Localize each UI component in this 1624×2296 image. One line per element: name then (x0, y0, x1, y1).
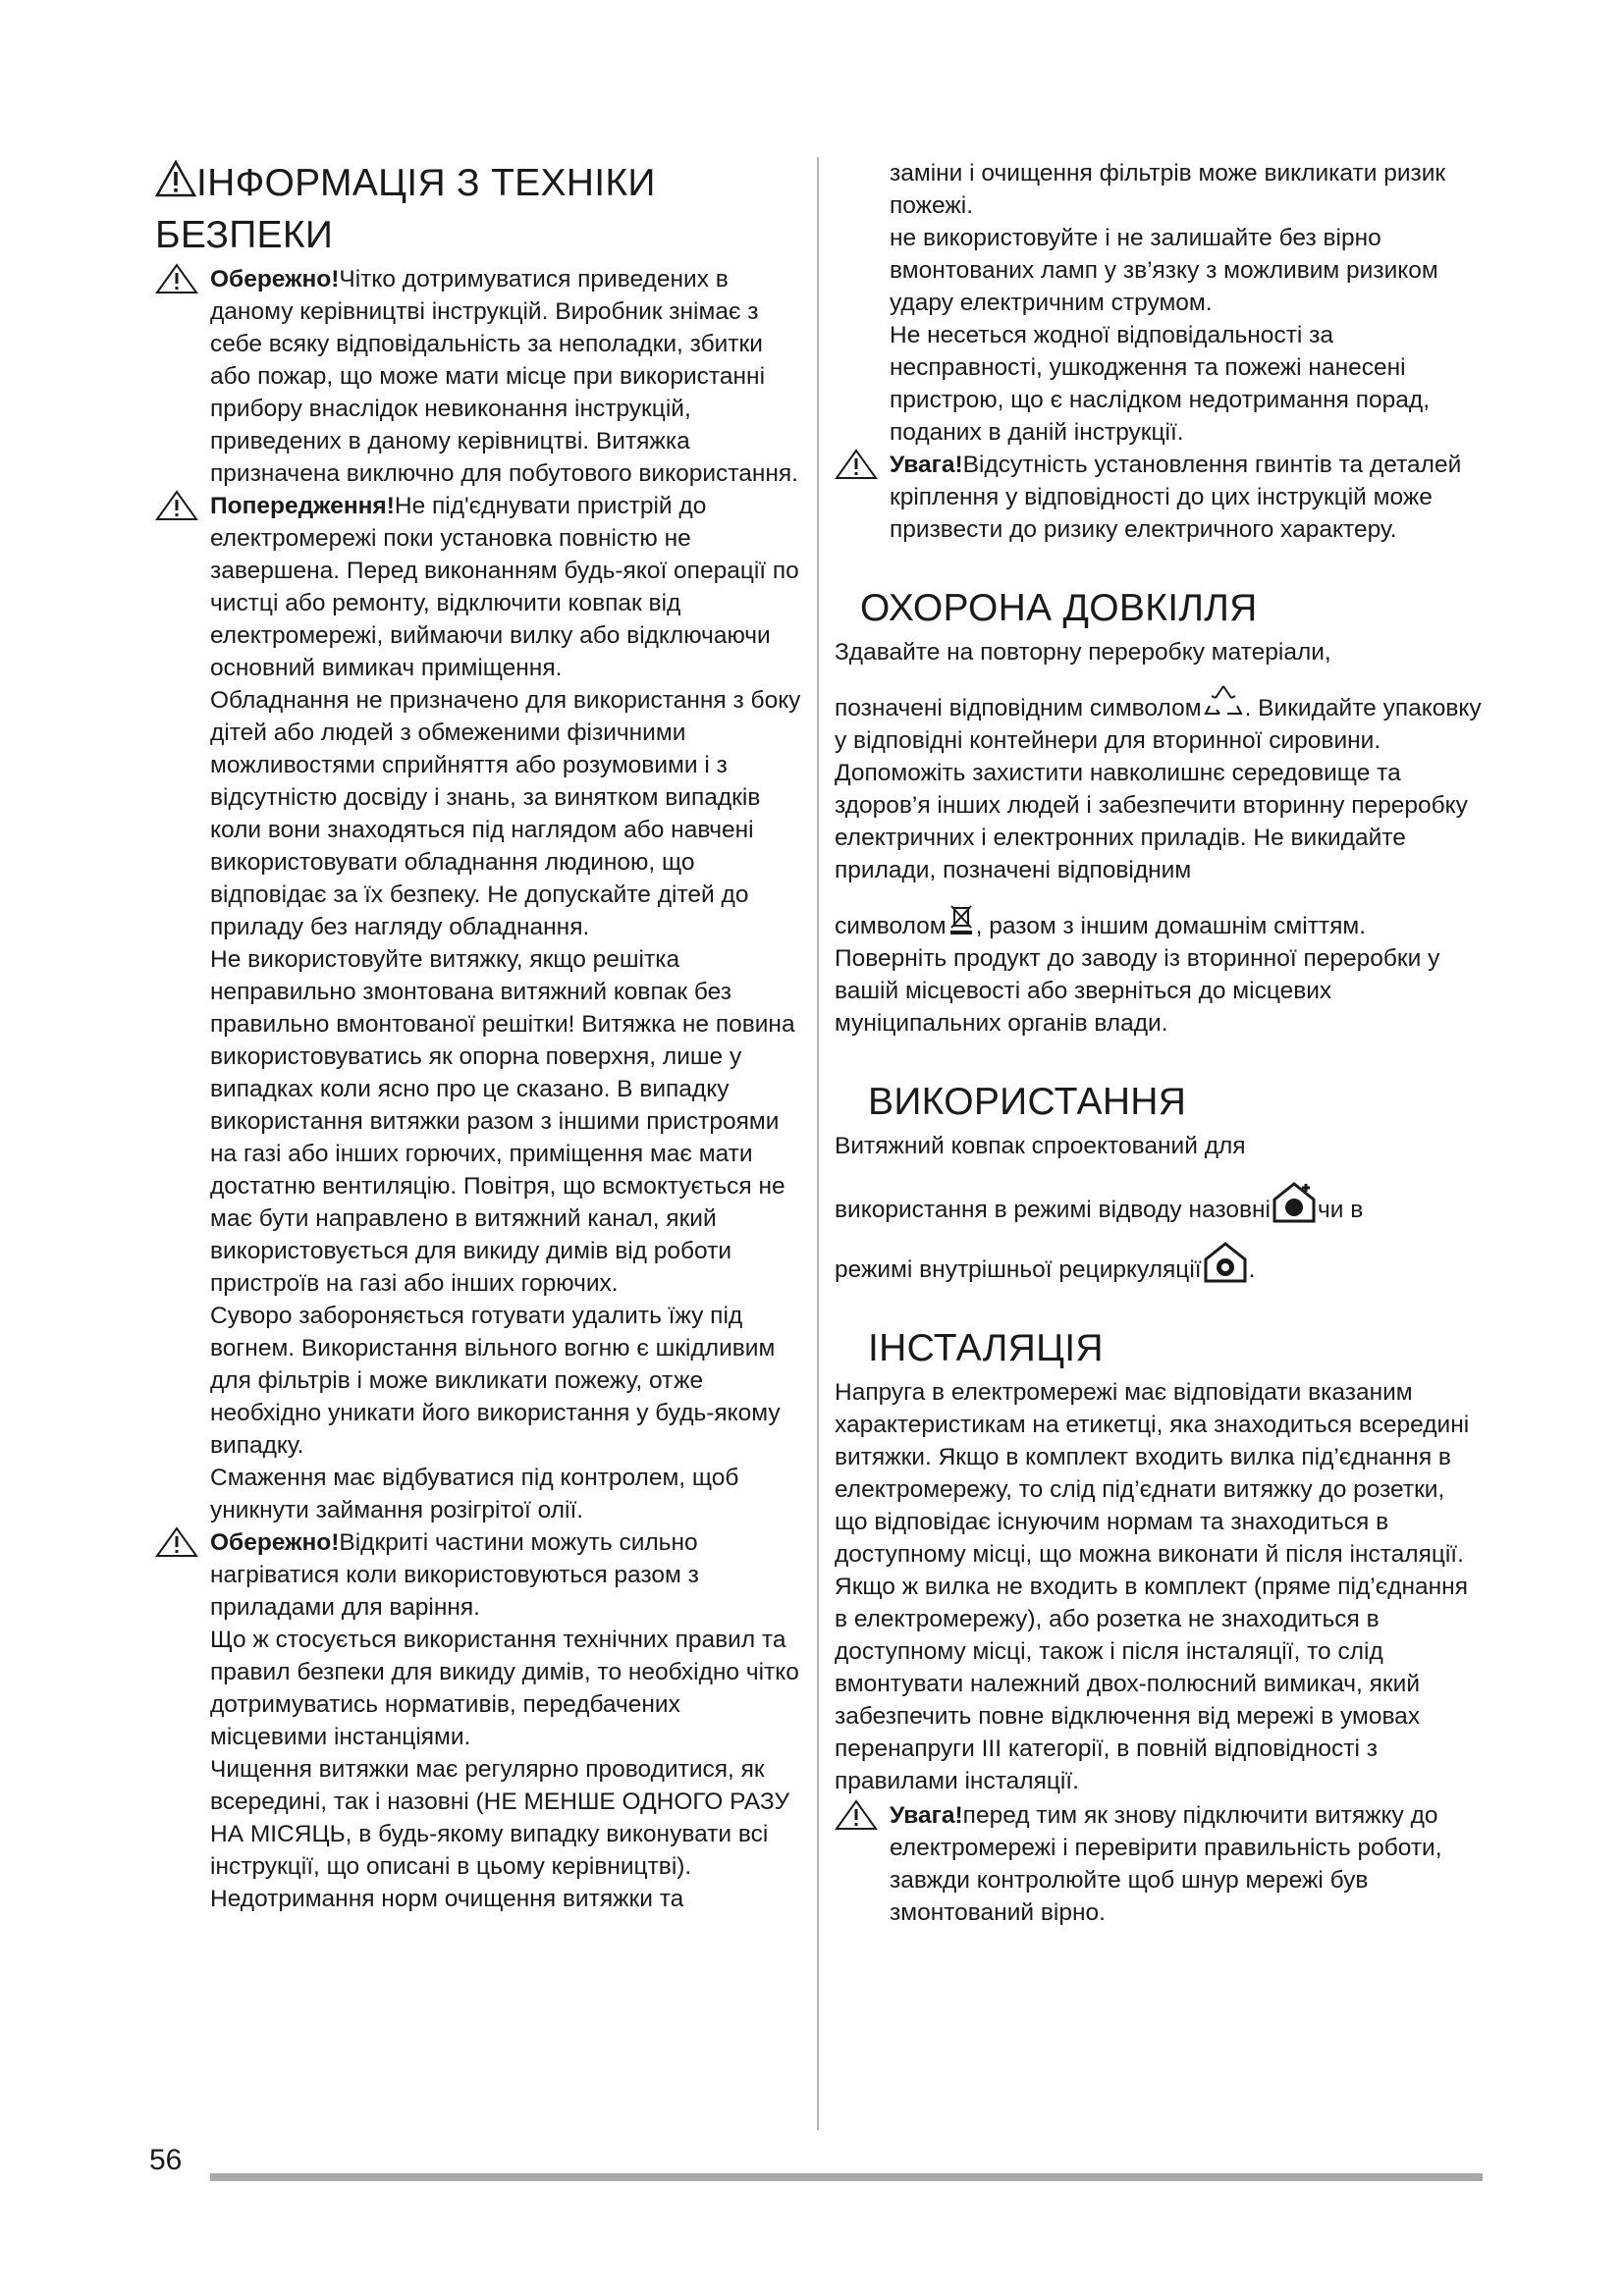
cleaning-paragraph: Чищення витяжки має регулярно проводитися, як всередині, так і назовні (НЕ МЕНШЕ ОДНОГО РАЗУ НА МІСЯЦЬ, в будь-якому випадку виконувати всі інструкції, що описані в цьому керівництві). (210, 1756, 790, 1880)
caution-text-1 (210, 263, 803, 490)
env-text-4a: символом (835, 913, 947, 939)
safety-title (155, 157, 803, 261)
usage-paragraph-3 (835, 1240, 1483, 1286)
env-paragraph-1: Здавайте на повторну переробку матеріали, (835, 639, 1331, 666)
filter-risk-paragraph: заміни і очищення фільтрів може викликати ризик пожежі. (890, 160, 1446, 219)
usage-text-3a: режимі внутрішньої рециркуляції (835, 1256, 1202, 1283)
safety-title-line2: БЕЗПЕКИ (155, 214, 334, 256)
crossed-bin-icon (947, 900, 976, 935)
grille-paragraph: Не використовуйте витяжку, якщо решітка неправильно змонтована витяжний ковпак без правильно вмонтованої решітки! Витяжка не повина використовуватись як опорна поверхня, лише у випадках коли ясно про це сказано. В випадку використання витяжки разом з іншими пристроями на газі або інших горючих, приміщення має мати достатню вентиляцію. Повітря, що всмоктується не має бути направлено в витяжний канал, який використовується для викиду димів від роботи пристроїв на газі або інших горючих. (210, 946, 795, 1297)
page-number: 56 (149, 2144, 183, 2176)
caution-block-3 (155, 1526, 803, 1624)
children-paragraph: Обладнання не призначено для використання з боку дітей або людей з обмеженими фізичними можливостями сприйняття або розумовими і з відсутністю досвіду і знань, за винятком випадків коли вони знаходяться під наглядом або навчені використовувати обладнання людиною, що відповідає за їх безпеку. Не допускайте дітей до приладу без нагляду обладнання. (210, 687, 801, 940)
left-column (155, 157, 803, 1915)
cleaning-norms-paragraph: Недотримання норм очищення витяжки та (210, 1886, 684, 1912)
warning-triangle-icon (835, 449, 878, 480)
attention-body-1: Відсутність установлення гвинтів та деталей кріплення у відповідності до цих інструкцій може призвести до ризику електричного характеру. (890, 452, 1462, 543)
caution-text-3 (210, 1526, 803, 1624)
attention-text-1 (890, 449, 1483, 546)
safety-title-line1: ІНФОРМАЦІЯ З ТЕХНІКИ (196, 162, 656, 204)
installation-title: ІНСТАЛЯЦІЯ (868, 1327, 1104, 1369)
warning-label-2: Попередження! (210, 493, 395, 519)
usage-title: ВИКОРИСТАННЯ (868, 1081, 1187, 1123)
attention-body-2: перед тим як знову підключити витяжку до електромережі і перевірити правильність роботи, завжди контролюйте щоб шнур мережі був змонтований вірно. (890, 1802, 1442, 1926)
warning-triangle-icon (835, 1799, 878, 1831)
env-text-4b: , разом з іншим домашнім сміттям. Поверніть продукт до заводу із вторинної переробки у вашій місцевості або зверніться до місцевих муніципальних органів влади. (835, 913, 1440, 1037)
regulations-paragraph: Що ж стосується використання технічних правил та правил безпеки для викиду димів, то необхідно чітко дотримуватись нормативів, передбачених місцевими інстанціями. (210, 1627, 799, 1750)
attention-label-2: Увага! (890, 1802, 963, 1829)
extraction-mode-icon (1271, 1180, 1318, 1223)
warning-triangle-icon (155, 1526, 198, 1558)
env-paragraph-2 (835, 682, 1483, 757)
caution-body-3: Відкриті частини можуть сильно нагріватися коли використовуються разом з приладами для варіння. (210, 1529, 699, 1621)
recirculation-mode-icon (1202, 1240, 1249, 1283)
frying-paragraph: Смаження має відбуватися під контролем, щоб уникнути займання розігрітої олії. (210, 1465, 739, 1523)
attention-text-2 (890, 1799, 1483, 1929)
attention-block-1 (835, 449, 1483, 546)
usage-text-2a: використання в режимі відводу назовні (835, 1197, 1271, 1223)
usage-paragraph-1: Витяжний ковпак спроектований для (835, 1133, 1246, 1159)
right-column (835, 157, 1483, 1929)
column-divider (817, 157, 819, 2130)
caution-body-1: Чітко дотримуватися приведених в даному керівництві інструкцій. Виробник знімає з себе всяку відповідальність за неполадки, збитки або пожар, що може мати місце при використанні прибору внаслідок невиконання інструкцій, приведених в даному керівництві. Витяжка призначена виключно для побутового використання. (210, 266, 798, 487)
attention-label-1: Увага! (890, 452, 963, 478)
liability-paragraph: Не несеться жодної відповідальності за несправності, ушкодження та пожежі нанесені пристрою, що є наслідком недотримання порад, поданих в даній інструкції. (890, 322, 1431, 446)
warning-triangle-icon (155, 490, 198, 521)
warning-text-2 (210, 490, 803, 684)
caution-block-1 (155, 263, 803, 490)
attention-block-2 (835, 1799, 1483, 1929)
warning-body-2: Не під'єднувати пристрій до електромережі поки установка повністю не завершена. Перед виконанням будь-якої операції по чистці або ремонту, відключити ковпак від електромережі, виймаючи вилку або відключаючи основний вимикач приміщення. (210, 493, 799, 681)
footer-rule (210, 2173, 1483, 2181)
env-text-2b: . Викидайте упаковку у відповідні контейнери для вторинної сировини. (835, 695, 1482, 754)
warning-triangle-icon (155, 160, 196, 197)
environment-title: ОХОРОНА ДОВКІЛЛЯ (860, 587, 1258, 629)
caution-label-1: Обережно! (210, 266, 340, 293)
usage-text-2b: чи в (1317, 1197, 1364, 1223)
flame-paragraph: Суворо забороняється готувати удалить їжу під вогнем. Використання вільного вогню є шкідливим для фільтрів і може викликати пожежу, отже необхідно уникати його використання у будь-якому випадку. (210, 1303, 781, 1459)
recycle-icon (1202, 682, 1245, 720)
env-paragraph-3: Допоможіть захистити навколишнє середовище та здоров’я інших людей і забезпечити вторинну переробку електричних і електронних приладів. Не викидайте прилади, позначені відповідним (835, 760, 1468, 883)
lamps-paragraph: не використовуйте і не залишайте без вірно вмонтованих ламп у зв’язку з можливим ризиком удару електричним струмом. (890, 225, 1438, 316)
warning-block-2 (155, 490, 803, 684)
env-paragraph-4 (835, 900, 1483, 1040)
usage-paragraph-2 (835, 1180, 1483, 1226)
usage-text-3b: . (1248, 1256, 1256, 1283)
caution-label-3: Обережно! (210, 1529, 340, 1556)
installation-paragraph: Напруга в електромережі має відповідати вказаним характеристикам на етикетці, яка знаходиться всередині витяжки. Якщо в комплект входить вилка під’єднання в електромережу, то слід під’єднати витяжку до розетки, що відповідає існуючим нормам та знаходиться в доступному місці, що можна виконати й після інсталяції. Якщо ж вилка не входить в комплект (пряме під’єднання в електромережу), або розетка не знаходиться в доступному місці, також і після інсталяції, то слід вмонтувати належний двох-полюсний вимикач, який забезпечить повне відключення від мережі в умовах перенапруги ІІІ категорії, в повній відповідності з правилами інсталяції. (835, 1379, 1470, 1794)
warning-triangle-icon (155, 263, 198, 294)
env-text-2a: позначені відповідним символом (835, 695, 1202, 721)
